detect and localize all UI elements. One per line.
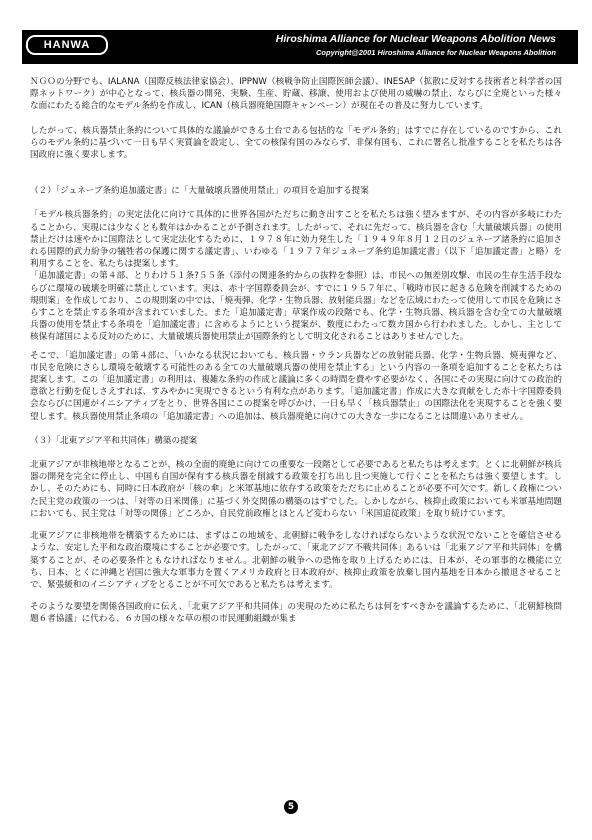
section-heading-geneva: （２）「ジュネーブ条約追加議定書」に「大量破壊兵器使用禁止」の項目を追加する提案 bbox=[30, 186, 369, 197]
hanwa-logo: HANWA bbox=[26, 35, 108, 55]
newsletter-title: Hiroshima Alliance for Nuclear Weapons Abolition News bbox=[275, 33, 556, 45]
paragraph-six-party: そのような要望を関係各国政府に伝え、「北東アジア平和共同体」の実現のために私たちは何をすべきかを議論するために、「北朝鮮核問題６者協議」に代わる、６カ国の様々な草の根の市民運動組織が集ま bbox=[30, 602, 562, 625]
paragraph-geneva-proposal: 「モデル核兵器条約」の実定法化に向けて具体的に世界各国がただちに動き出すことを私たちは強く望みますが、その内容が多岐にわたることから、実現には少なくとも数年はかかることが予測されます。したがって、それに先だって、核兵器を含む「大量破壊兵器」の使用禁止だけは速やかに国際法として実定法化するために、１９７８年に効力発生した「１９４９年８月１２日のジュネーブ諸条約に追加される国際的武力紛争の犠牲者の保護に関する議定書」、いわゆる「１９７７年ジュネーブ条約追加議定書」（以下「追加議定書」と略）を利用することを、私たちは提案します。 bbox=[30, 210, 562, 270]
copyright-text: Copyright@2001 Hiroshima Alliance for Nuclear Weapons Abolition bbox=[316, 48, 556, 57]
paragraph-nuclear-free-zone: 北東アジアが非核地帯となることが、核の全面的廃絶に向けての重要な一段階として必要であると私たちは考えます。とくに北朝鮮が核兵器の開発を完全に停止し、中国も自国が保有する核兵器を削減する政策を打ち出し且つ実施して行くことを私たちは強く要望します。しかし、そのためにも、同時に日本政府が「核の傘」と米軍基地に依存する政策をただちに止めることが必要不可欠です。新しく政権についた民主党の政策の一つは、「対等の日米関係」に基づく外交関係の構築のはずでした。しかしながら、核抑止政策においても米軍基地問題においても、民主党は「対等の関係」どころか、自民党前政権とほとんど変わらない「米国追従政策」を取り続けています。 bbox=[30, 460, 562, 519]
section-heading-northeast-asia: （３）「北東アジア平和共同体」構築の提案 bbox=[30, 435, 198, 446]
paragraph-add-clause: そこで、「追加議定書」の第４部に、「いかなる状況においても、核兵器・ウラン兵器などの放射能兵器、化学・生物兵器、焼夷弾など、市民を危険にさらし環境を破壊する可能性のある全ての大量破壊兵器の使用を禁止する」という内容の一条項を追加することを私たちは提案します。この「追加議定書」の利用は、複雑な条約の作成と議論に多くの時間を費やす必要がなく、各国にその実現に向けての政治的意欲と行動を促しさえすれば、すみやかに実現できるという有利な点があります。「追加議定書」作成に大きな貢献をした赤十字国際委員会ならびに国連がイニシアティブをとり、世界各国にこの提案を呼びかけ、一日も早く「核兵器禁止」の国際法化を実現することを強く要望します。核兵器使用禁止条項の「追加議定書」への追加は、核兵器廃絶に向けての大きな一歩になることは間違いありません。 bbox=[30, 350, 562, 422]
page-number: 5 bbox=[284, 800, 298, 814]
paragraph-protocol-part4: 「追加議定書」の第４部、とりわけ５１条?５５条（添付の関連条約からの抜粋を参照）は、市民への無差別攻撃、市民の生存生活手段ならびに環境の破壊を明確に禁止しています。実は、赤十字国際委員会が、すでに１９５７年に、「戦時市民に起きる危険を削減するための規則案」を作成しており、この規則案の中では、「焼夷弾、化学・生物兵器、放射能兵器」などを広域にわたって使用して市民を危険にさらすことを禁止する条項が含まれていました。また「追加議定書」草案作成の段階でも、化学・生物兵器、核兵器を含む全ての大量破壊兵器の使用を禁止する条項を「追加議定書」に含めるようにという提案が、数度にわたって数カ国から行われました。しかし、主として核保有諸国による反対のために、大量破壊兵器使用禁止が国際条約として明文化されることはありませんでした。 bbox=[30, 271, 562, 343]
paragraph-ngo: ＮＧＯの分野でも、IALANA（国際反核法律家協会）、IPPNW（核戦争防止国際医師会議）、INESAP（拡散に反対する技術者と科学者の国際ネットワーク）が中心となって、核兵器の開発、実験、生産、貯蔵、移譲、使用および使用の威嚇の禁止、ならびに全廃といった様々な面にわたる総合的なモデル条約を作成し、ICAN（核兵器廃絶国際キャンペーン）が現在その普及に努力しています。 bbox=[30, 77, 562, 112]
paragraph-peace-community: 北東アジアに非核地帯を構築するためには、まずはこの地域を、北朝鮮に戦争をしなければならないような状況でないことを確信させるような、安定した平和な政治環境にすることが必要です。したがって、「東北アジア不戦共同体」あるいは「北東アジア平和共同体」を構築することが、その必要条件ともなければなりません。北朝鮮の戦争への恐怖を取り上げるためには、日本が、その軍事的な機能に立ち、日本、とくに沖縄と岩国に強大な軍事力を置くアメリカ政府と日本政府が、核抑止政策を放棄し国内基地を日本から撤退させることで、緊張緩和のイニシアティブをとることが不可欠であると私たちは考えます。 bbox=[30, 531, 562, 590]
article-body bbox=[30, 76, 562, 636]
paragraph-model-treaty: したがって、核兵器禁止条約について具体的な議論ができる土台である包括的な「モデル条約」はすでに存在しているのですから、これらのモデル条約に基づいて一日も早く実質論を設定し、全ての核保有国のみならず、非保有国も、これに署名し批准することを私たちは各国政府に強く要求します。 bbox=[30, 125, 562, 161]
